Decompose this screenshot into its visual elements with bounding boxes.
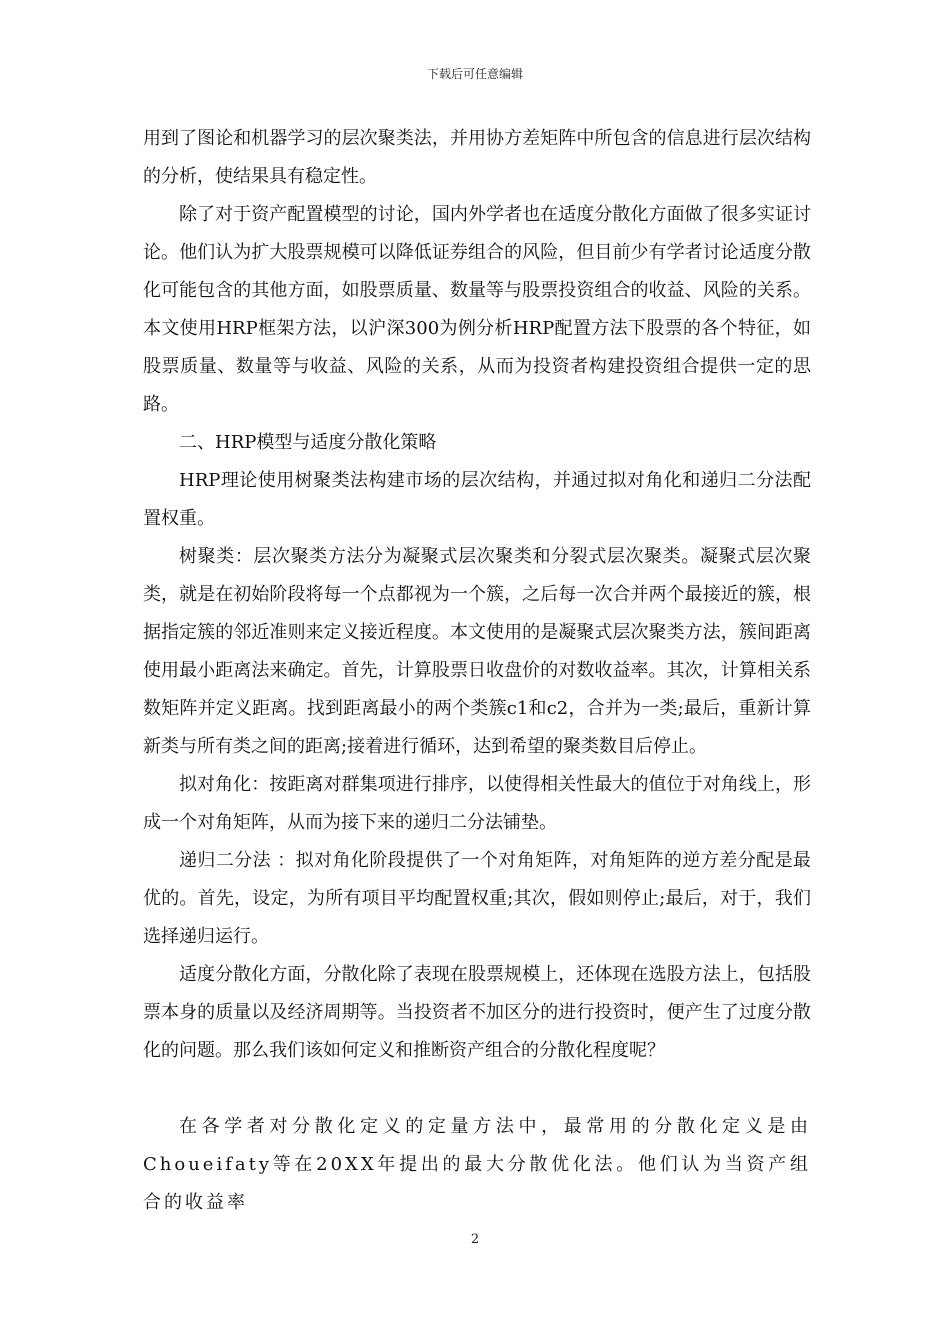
document-body [143,120,811,1222]
page-header: 下载后可任意编辑 [426,67,523,81]
paragraph-diversification: 适度分散化方面，分散化除了表现在股票规模上，还体现在选股方法上，包括股票本身的质量以及经济周期等。当投资者不加区分的进行投资时，便产生了过度分散化的问题。那么我们该如何定义和推断资产组合的分散化程度呢？ [143,964,811,1061]
paragraph-diversification-definition: 在各学者对分散化定义的定量方法中，最常用的分散化定义是由Choueifaty等在20XX年提出的最大分散优化法。他们认为当资产组合的收益率 [143,1116,811,1213]
paragraph-literature-review: 除了对于资产配置模型的讨论，国内外学者也在适度分散化方面做了很多实证讨论。他们认为扩大股票规模可以降低证券组合的风险，但目前少有学者讨论适度分散化可能包含的其他方面，如股票质量、数量等与股票投资组合的收益、风险的关系。本文使用HRP框架方法，以沪深300为例分析HRP配置方法下股票的各个特征，如股票质量、数量等与收益、风险的关系，从而为投资者构建投资组合提供一定的思路。 [143,204,811,415]
section-heading: 二、HRP模型与适度分散化策略 [179,432,437,453]
paragraph-recursive-bisection: 递归二分法 ：拟对角化阶段提供了一个对角矩阵，对角矩阵的逆方差分配是最优的。首先，设定，为所有项目平均配置权重;其次，假如则停止;最后，对于，我们选择递归运行。 [143,850,811,947]
page-number: 2 [470,1232,480,1247]
paragraph-hrp-theory: HRP理论使用树聚类法构建市场的层次结构，并通过拟对角化和递归二分法配置权重。 [143,470,811,529]
paragraph-quasi-diagonalization: 拟对角化：按距离对群集项进行排序，以使得相关性最大的值位于对角线上，形成一个对角矩阵，从而为接下来的递归二分法铺垫。 [143,774,811,833]
paragraph-tree-clustering: 树聚类：层次聚类方法分为凝聚式层次聚类和分裂式层次聚类。凝聚式层次聚类，就是在初始阶段将每一个点都视为一个簇，之后每一次合并两个最接近的簇，根据指定簇的邻近准则来定义接近程度。本文使用的是凝聚式层次聚类方法，簇间距离使用最小距离法来确定。首先，计算股票日收盘价的对数收益率。其次，计算相关系数矩阵并定义距离。找到距离最小的两个类簇c1和c2，合并为一类;最后，重新计算新类与所有类之间的距离;接着进行循环，达到希望的聚类数目后停止。 [143,546,811,757]
paragraph-continuation: 用到了图论和机器学习的层次聚类法，并用协方差矩阵中所包含的信息进行层次结构的分析，使结果具有稳定性。 [143,128,811,187]
